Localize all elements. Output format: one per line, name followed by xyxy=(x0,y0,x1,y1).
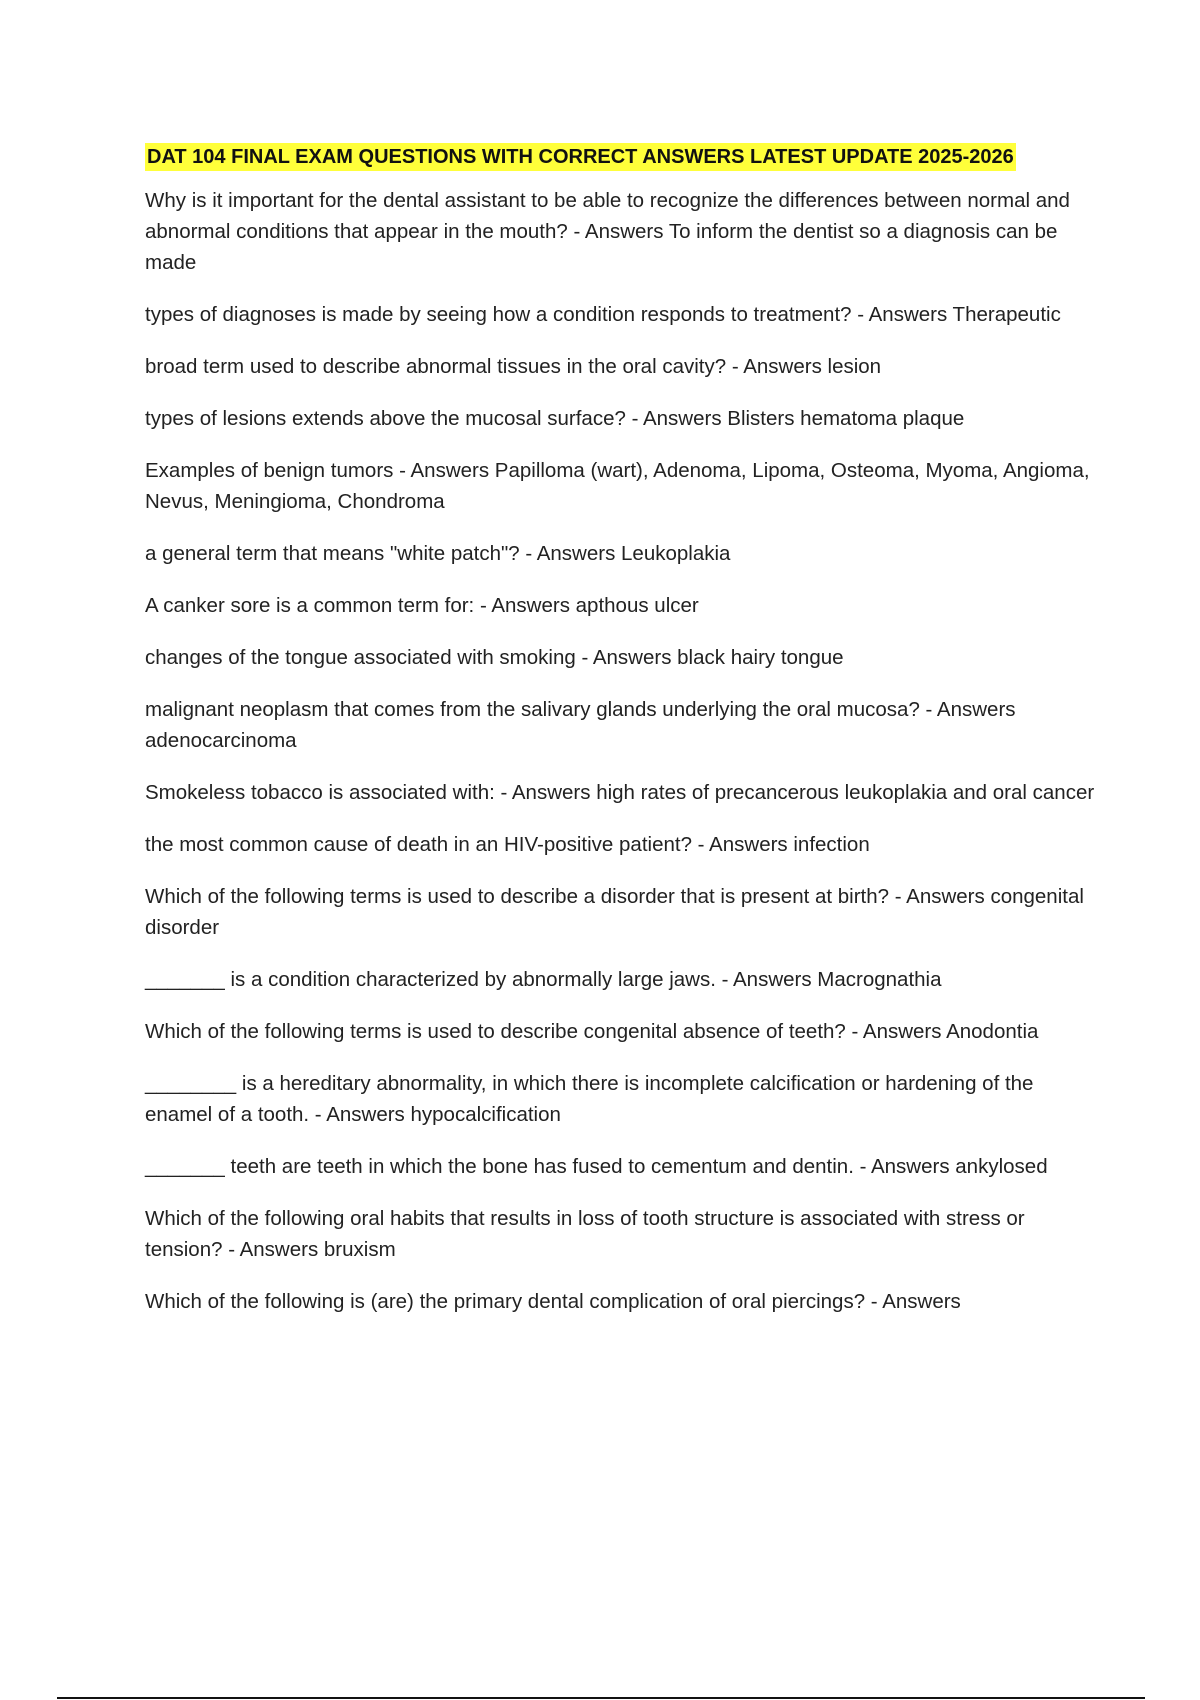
qa-item: types of lesions extends above the mucosal surface? - Answers Blisters hematoma plaque xyxy=(145,407,965,430)
qa-item: a general term that means "white patch"? - Answers Leukoplakia xyxy=(145,542,731,565)
qa-item: Which of the following terms is used to describe a disorder that is present at birth? - Answers congenital disorder xyxy=(145,885,1084,939)
document-content xyxy=(145,143,1100,1338)
qa-item: Which of the following oral habits that results in loss of tooth structure is associated with stress or tension? - Answers bruxism xyxy=(145,1207,1025,1261)
page-divider xyxy=(57,1697,1145,1699)
qa-item: ________ is a hereditary abnormality, in which there is incomplete calcification or hardening of the enamel of a tooth. - Answers hypocalcification xyxy=(145,1072,1034,1126)
qa-item: changes of the tongue associated with smoking - Answers black hairy tongue xyxy=(145,646,844,669)
qa-item: broad term used to describe abnormal tissues in the oral cavity? - Answers lesion xyxy=(145,355,882,378)
qa-item: Why is it important for the dental assistant to be able to recognize the differences between normal and abnormal conditions that appear in the mouth? - Answers To inform the dentist so a diagnosis can be made xyxy=(145,189,1070,274)
qa-item: malignant neoplasm that comes from the salivary glands underlying the oral mucosa? - Answers adenocarcinoma xyxy=(145,698,1016,752)
qa-item: Examples of benign tumors - Answers Papilloma (wart), Adenoma, Lipoma, Osteoma, Myoma, Angioma, Nevus, Meningioma, Chondroma xyxy=(145,459,1090,513)
qa-item: the most common cause of death in an HIV-positive patient? - Answers infection xyxy=(145,833,870,856)
qa-item: _______ is a condition characterized by abnormally large jaws. - Answers Macrognathia xyxy=(145,968,942,991)
qa-item: Which of the following terms is used to describe congenital absence of teeth? - Answers Anodontia xyxy=(145,1020,1039,1043)
qa-list xyxy=(145,185,1100,1317)
qa-item: A canker sore is a common term for: - Answers apthous ulcer xyxy=(145,594,699,617)
qa-item: Smokeless tobacco is associated with: - Answers high rates of precancerous leukoplakia and oral cancer xyxy=(145,781,1095,804)
qa-item: _______ teeth are teeth in which the bone has fused to cementum and dentin. - Answers ankylosed xyxy=(145,1155,1048,1178)
qa-item: Which of the following is (are) the primary dental complication of oral piercings? - Answers xyxy=(145,1290,961,1313)
document-title: DAT 104 FINAL EXAM QUESTIONS WITH CORRECT ANSWERS LATEST UPDATE 2025-2026 xyxy=(145,143,1016,171)
qa-item: types of diagnoses is made by seeing how a condition responds to treatment? - Answers Therapeutic xyxy=(145,303,1061,326)
